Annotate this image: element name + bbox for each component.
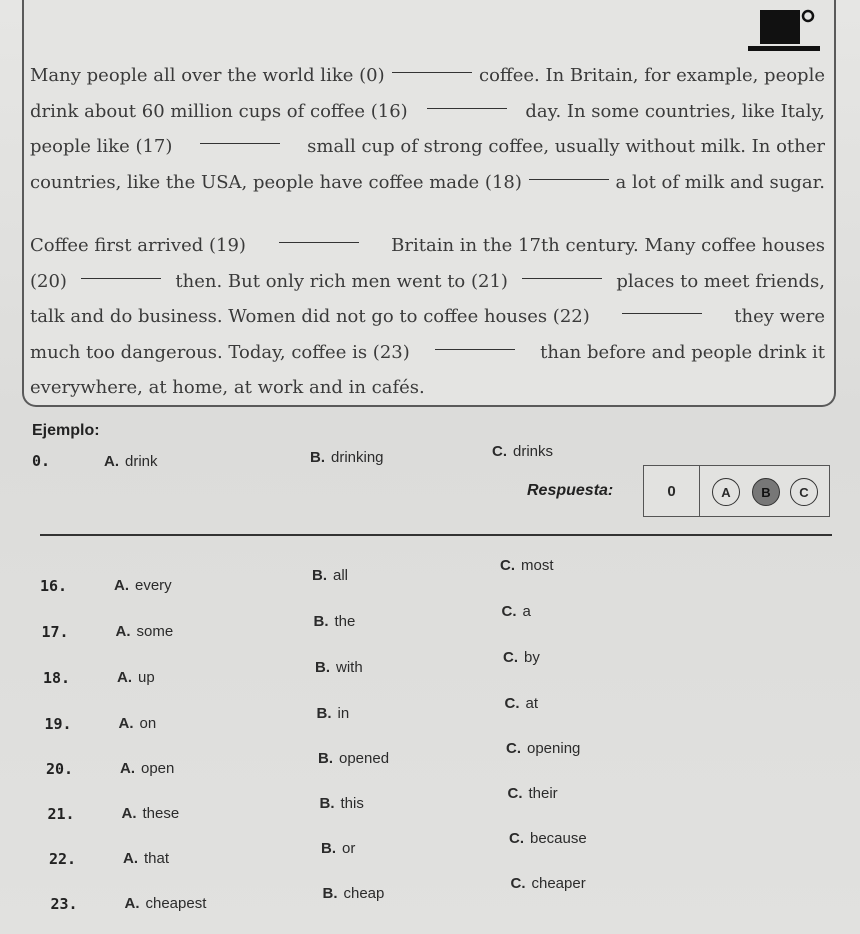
answer-blank[interactable]: [279, 228, 359, 243]
option-b: B. in: [316, 705, 350, 722]
p2-line: [30, 264, 825, 300]
text-segment: (20): [30, 270, 67, 292]
p2-line: [30, 228, 825, 264]
option-a: A. some: [115, 623, 174, 640]
option-c: C. by: [503, 649, 540, 666]
example-heading: Ejemplo:: [32, 422, 100, 439]
answer-blank[interactable]: [427, 94, 507, 109]
answer-blank[interactable]: [200, 129, 280, 144]
option-c: C. because: [509, 830, 587, 847]
option-c: C. their: [507, 785, 558, 802]
text-segment: places to meet friends,: [616, 270, 825, 292]
text-segment: Many people all over the world like (0): [30, 65, 385, 86]
text-segment: coffee. In Britain, for example, people: [479, 65, 825, 86]
answer-blank[interactable]: [392, 58, 472, 73]
text-segment: Britain in the 17th century. Many coffee houses: [391, 235, 825, 256]
p2-line: [30, 335, 825, 371]
p1-line: [30, 165, 825, 201]
option-c: C. opening: [506, 740, 581, 757]
text-segment: than before and people drink it: [540, 341, 825, 363]
option-a: A. on: [118, 715, 157, 732]
option-b: B. all: [312, 567, 349, 584]
text-segment: they were: [734, 306, 825, 327]
option-c: C. a: [501, 603, 531, 620]
answer-blank[interactable]: [81, 264, 161, 279]
p2-line: [30, 299, 825, 335]
coffee-cup-icon: [748, 4, 828, 54]
p1-line: [30, 94, 825, 130]
paragraph-2: [30, 228, 825, 406]
text-segment: drink about 60 million cups of coffee (16): [30, 100, 408, 122]
text-segment: people like (17): [30, 136, 173, 157]
option-c: C. cheaper: [510, 875, 586, 892]
option-a: A. up: [117, 669, 155, 686]
question-number: 19.: [44, 715, 72, 733]
option-c: C. at: [504, 695, 539, 712]
example-option-c: C. drinks: [492, 443, 554, 460]
option-b: B. cheap: [322, 885, 385, 902]
answer-blank[interactable]: [522, 264, 602, 279]
p1-line: [30, 129, 825, 165]
answer-label: Respuesta:: [527, 482, 614, 499]
example-number: 0.: [32, 452, 51, 470]
question-number: 21.: [47, 805, 75, 823]
text-segment: countries, like the USA, people have coffee made (18): [30, 171, 522, 193]
answer-circle-a[interactable]: A: [712, 478, 740, 506]
text-segment: talk and do business. Women did not go to coffee houses (22): [30, 306, 590, 327]
option-b: B. this: [319, 795, 364, 812]
option-c: C. most: [500, 557, 554, 574]
question-number: 20.: [46, 760, 74, 778]
question-number: 22.: [49, 850, 77, 868]
text-segment: everywhere, at home, at work and in cafés.: [30, 377, 425, 398]
question-number: 17.: [41, 623, 69, 641]
text-segment: small cup of strong coffee, usually without milk. In other: [307, 136, 825, 157]
answer-blank[interactable]: [435, 335, 515, 350]
text-segment: Coffee first arrived (19): [30, 235, 246, 256]
paragraph-1: [30, 58, 825, 200]
question-number: 23.: [50, 895, 78, 913]
option-b: B. the: [313, 613, 356, 630]
option-b: B. or: [321, 840, 356, 857]
question-number: 18.: [43, 669, 71, 687]
option-b: B. with: [315, 659, 363, 676]
p1-line: [30, 58, 825, 94]
answer-box: [643, 465, 830, 517]
answer-circle-b[interactable]: B: [752, 478, 780, 506]
option-a: A. open: [120, 760, 175, 777]
option-b: B. opened: [318, 750, 390, 767]
answer-blank[interactable]: [529, 165, 609, 180]
text-segment: much too dangerous. Today, coffee is (23): [30, 341, 410, 363]
answer-number: 0: [644, 466, 700, 516]
text-segment: then. But only rich men went to (21): [175, 270, 508, 292]
text-segment: a lot of milk and sugar.: [615, 171, 825, 193]
option-a: A. that: [123, 850, 170, 867]
example-option-a: A. drink: [104, 453, 158, 470]
example-option-b: B. drinking: [310, 449, 384, 466]
answer-circle-c[interactable]: C: [790, 478, 818, 506]
option-a: A. cheapest: [124, 895, 207, 912]
option-a: A. every: [114, 577, 172, 594]
question-number: 16.: [40, 577, 68, 595]
option-a: A. these: [121, 805, 180, 822]
text-segment: day. In some countries, like Italy,: [525, 100, 825, 122]
p2-line: [30, 370, 825, 406]
divider: [40, 534, 832, 536]
answer-blank[interactable]: [622, 299, 702, 314]
